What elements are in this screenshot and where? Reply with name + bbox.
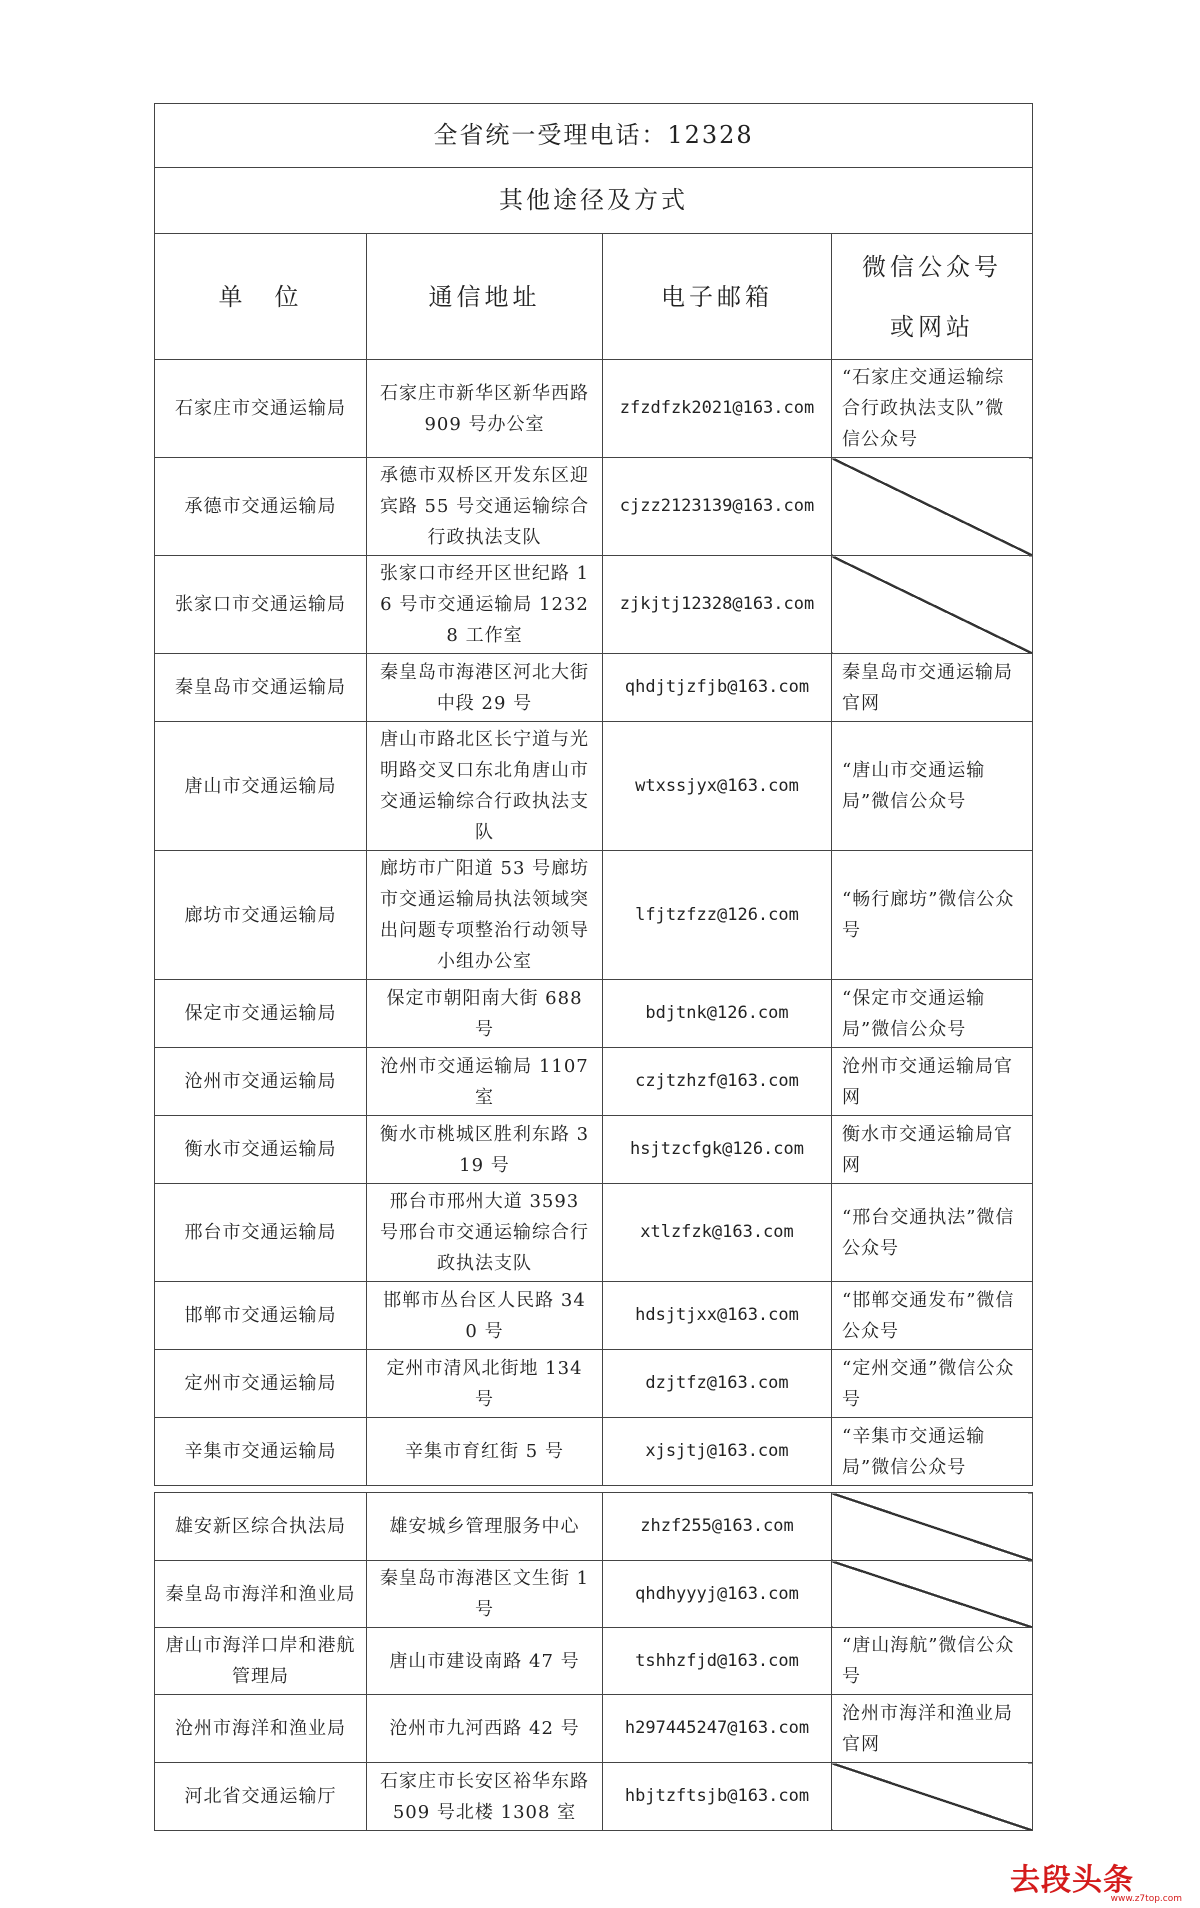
- table-row: [155, 654, 1033, 722]
- address-cell: 张家口市经开区世纪路 16 号市交通运输局 12328 工作室: [367, 556, 603, 654]
- address-cell: 唐山市路北区长宁道与光明路交叉口东北角唐山市交通运输综合行政执法支队: [367, 722, 603, 851]
- contact-table: [154, 103, 1033, 1831]
- wechat-cell: 沧州市海洋和渔业局官网: [832, 1695, 1033, 1763]
- empty-slash-cell: [832, 556, 1033, 654]
- email-cell: dzjtfz@163.com: [603, 1350, 832, 1418]
- email-cell: lfjtzfzz@126.com: [603, 851, 832, 980]
- unit-cell: 辛集市交通运输局: [155, 1418, 367, 1486]
- unit-cell: 秦皇岛市交通运输局: [155, 654, 367, 722]
- watermark-logo: 去段头条: [1010, 1863, 1134, 1898]
- address-cell: 沧州市交通运输局 1107 室: [367, 1048, 603, 1116]
- email-cell: zjkjtj12328@163.com: [603, 556, 832, 654]
- unit-cell: 河北省交通运输厅: [155, 1763, 367, 1831]
- header-row: [155, 234, 1033, 360]
- wechat-cell: “畅行廊坊”微信公众号: [832, 851, 1033, 980]
- email-cell: qhdhyyyj@163.com: [603, 1561, 832, 1628]
- unit-cell: 张家口市交通运输局: [155, 556, 367, 654]
- table-row: [155, 1763, 1033, 1831]
- address-cell: 唐山市建设南路 47 号: [367, 1628, 603, 1695]
- table-row: [155, 851, 1033, 980]
- address-cell: 沧州市九河西路 42 号: [367, 1695, 603, 1763]
- unit-cell: 定州市交通运输局: [155, 1350, 367, 1418]
- table-row: [155, 1695, 1033, 1763]
- subtitle-row: [155, 168, 1033, 234]
- header-unit: 单 位: [155, 234, 367, 360]
- email-cell: tshhzfjd@163.com: [603, 1628, 832, 1695]
- address-cell: 秦皇岛市海港区文生街 1 号: [367, 1561, 603, 1628]
- unit-cell: 雄安新区综合执法局: [155, 1493, 367, 1561]
- unit-cell: 保定市交通运输局: [155, 980, 367, 1048]
- wechat-cell: “辛集市交通运输局”微信公众号: [832, 1418, 1033, 1486]
- email-cell: hsjtzcfgk@126.com: [603, 1116, 832, 1184]
- table-row: [155, 1116, 1033, 1184]
- wechat-cell: “唐山市交通运输局”微信公众号: [832, 722, 1033, 851]
- email-cell: h297445247@163.com: [603, 1695, 832, 1763]
- unit-cell: 沧州市交通运输局: [155, 1048, 367, 1116]
- unit-cell: 邢台市交通运输局: [155, 1184, 367, 1282]
- unit-cell: 邯郸市交通运输局: [155, 1282, 367, 1350]
- address-cell: 石家庄市新华区新华西路 909 号办公室: [367, 360, 603, 458]
- table-row: [155, 1048, 1033, 1116]
- table-row: [155, 1350, 1033, 1418]
- email-cell: hbjtzftsjb@163.com: [603, 1763, 832, 1831]
- wechat-cell: 沧州市交通运输局官网: [832, 1048, 1033, 1116]
- wechat-cell: “石家庄交通运输综合行政执法支队”微信公众号: [832, 360, 1033, 458]
- email-cell: zfzdfzk2021@163.com: [603, 360, 832, 458]
- email-cell: wtxssjyx@163.com: [603, 722, 832, 851]
- email-cell: qhdjtjzfjb@163.com: [603, 654, 832, 722]
- unit-cell: 唐山市交通运输局: [155, 722, 367, 851]
- header-wechat-line2: 或网站: [890, 312, 975, 341]
- address-cell: 雄安城乡管理服务中心: [367, 1493, 603, 1561]
- unit-cell: 廊坊市交通运输局: [155, 851, 367, 980]
- address-cell: 邢台市邢州大道 3593 号邢台市交通运输综合行政执法支队: [367, 1184, 603, 1282]
- other-channels-title: 其他途径及方式: [155, 168, 1033, 234]
- address-cell: 秦皇岛市海港区河北大街中段 29 号: [367, 654, 603, 722]
- wechat-cell: “邯郸交通发布”微信公众号: [832, 1282, 1033, 1350]
- address-cell: 辛集市育红街 5 号: [367, 1418, 603, 1486]
- wechat-cell: “唐山海航”微信公众号: [832, 1628, 1033, 1695]
- table-row: [155, 1561, 1033, 1628]
- unit-cell: 沧州市海洋和渔业局: [155, 1695, 367, 1763]
- email-cell: xtlzfzk@163.com: [603, 1184, 832, 1282]
- table-row: [155, 1184, 1033, 1282]
- table-row: [155, 1282, 1033, 1350]
- table-row: [155, 980, 1033, 1048]
- table-row: [155, 1418, 1033, 1486]
- site-watermark: [1010, 1863, 1186, 1904]
- wechat-cell: “定州交通”微信公众号: [832, 1350, 1033, 1418]
- table-row: [155, 722, 1033, 851]
- unit-cell: 衡水市交通运输局: [155, 1116, 367, 1184]
- email-cell: cjzz2123139@163.com: [603, 458, 832, 556]
- section-gap-cell: [155, 1486, 1033, 1493]
- header-address: 通信地址: [367, 234, 603, 360]
- wechat-cell: 衡水市交通运输局官网: [832, 1116, 1033, 1184]
- section-gap: [155, 1486, 1033, 1493]
- email-cell: czjtzhzf@163.com: [603, 1048, 832, 1116]
- email-cell: xjsjtj@163.com: [603, 1418, 832, 1486]
- table-row: [155, 1493, 1033, 1561]
- address-cell: 定州市清风北街地 134 号: [367, 1350, 603, 1418]
- email-cell: bdjtnk@126.com: [603, 980, 832, 1048]
- table-row: [155, 360, 1033, 458]
- address-cell: 衡水市桃城区胜利东路 319 号: [367, 1116, 603, 1184]
- email-cell: zhzf255@163.com: [603, 1493, 832, 1561]
- unit-cell: 石家庄市交通运输局: [155, 360, 367, 458]
- empty-slash-cell: [832, 458, 1033, 556]
- empty-slash-cell: [832, 1763, 1033, 1831]
- header-wechat-line1: 微信公众号: [862, 252, 1003, 281]
- address-cell: 保定市朝阳南大街 688 号: [367, 980, 603, 1048]
- address-cell: 邯郸市丛台区人民路 340 号: [367, 1282, 603, 1350]
- unit-cell: 唐山市海洋口岸和港航管理局: [155, 1628, 367, 1695]
- table-row: [155, 1628, 1033, 1695]
- address-cell: 承德市双桥区开发东区迎宾路 55 号交通运输综合行政执法支队: [367, 458, 603, 556]
- header-wechat: [832, 234, 1033, 360]
- unit-cell: 承德市交通运输局: [155, 458, 367, 556]
- empty-slash-cell: [832, 1561, 1033, 1628]
- unit-cell: 秦皇岛市海洋和渔业局: [155, 1561, 367, 1628]
- wechat-cell: 秦皇岛市交通运输局官网: [832, 654, 1033, 722]
- table-row: [155, 556, 1033, 654]
- watermark-url: www.z7top.com: [1110, 1894, 1182, 1904]
- table-row: [155, 458, 1033, 556]
- email-cell: hdsjtjxx@163.com: [603, 1282, 832, 1350]
- wechat-cell: “保定市交通运输局”微信公众号: [832, 980, 1033, 1048]
- empty-slash-cell: [832, 1493, 1033, 1561]
- address-cell: 廊坊市广阳道 53 号廊坊市交通运输局执法领域突出问题专项整治行动领导小组办公室: [367, 851, 603, 980]
- hotline-title: 全省统一受理电话：12328: [155, 104, 1033, 168]
- address-cell: 石家庄市长安区裕华东路 509 号北楼 1308 室: [367, 1763, 603, 1831]
- title-row: [155, 104, 1033, 168]
- wechat-cell: “邢台交通执法”微信公众号: [832, 1184, 1033, 1282]
- header-email: 电子邮箱: [603, 234, 832, 360]
